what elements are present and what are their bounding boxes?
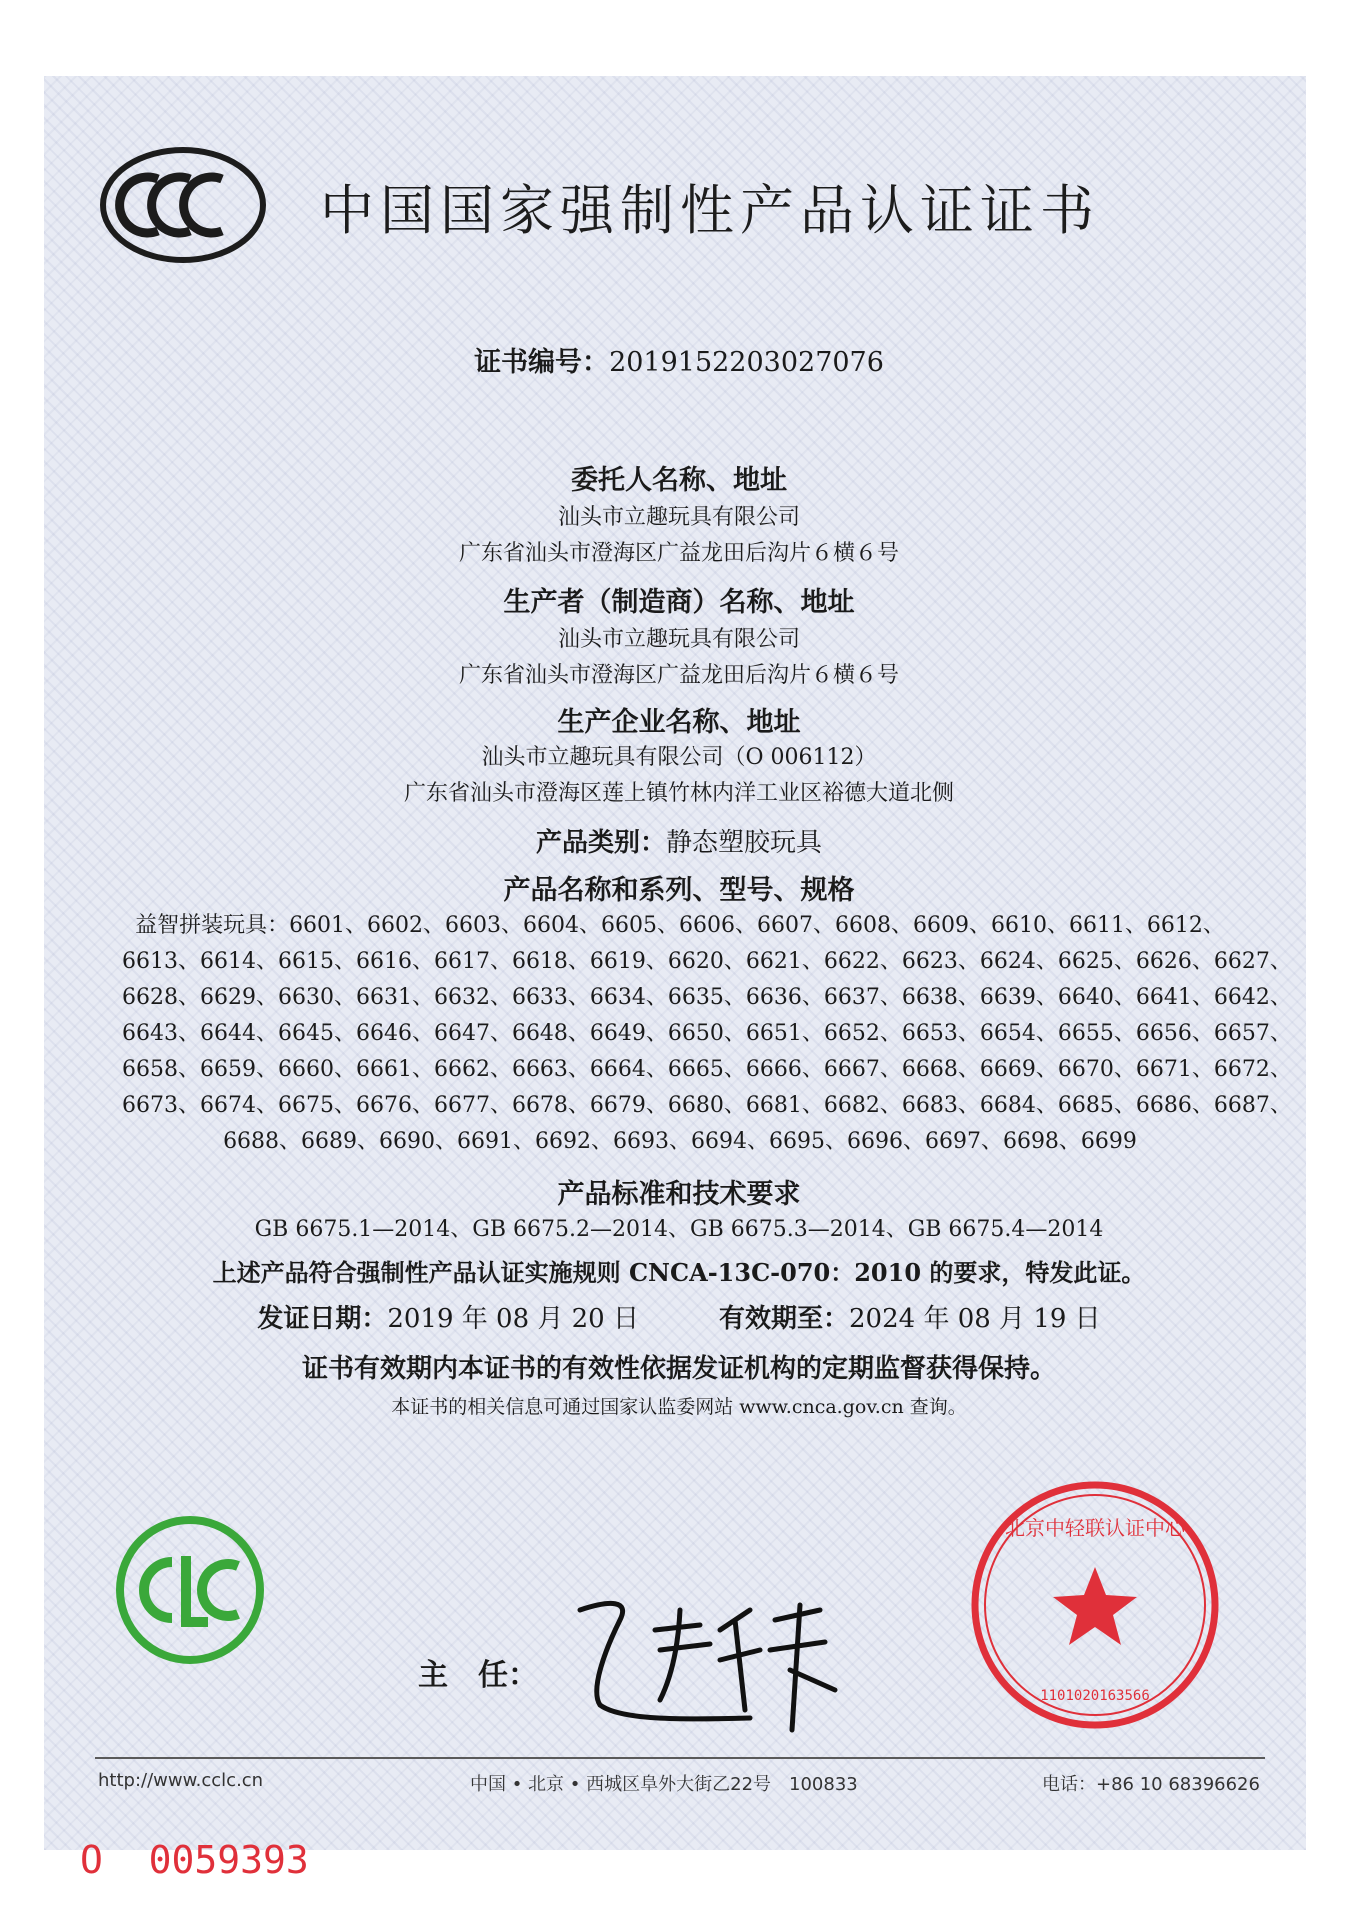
models-line: 6673、6674、6675、6676、6677、6678、6679、6680、6681、6682、6683、6684、6685、6686、6687、	[122, 1093, 1292, 1118]
applicant-name: 汕头市立趣玩具有限公司	[557, 505, 800, 530]
certificate-number: 2019152203027076	[609, 347, 884, 378]
category-value: 静态塑胶玩具	[666, 828, 823, 858]
models-line: 6688、6689、6690、6691、6692、6693、6694、6695、6696、6697、6698、6699	[223, 1129, 1137, 1154]
manufacturer-address: 广东省汕头市澄海区广益龙田后沟片６横６号	[458, 663, 899, 688]
footer-address: 中国 • 北京 • 西城区阜外大街乙22号 100833	[470, 1774, 858, 1795]
expiry-date-label: 有效期至：	[719, 1304, 850, 1334]
serial-value: 0059393	[148, 1838, 309, 1882]
seal-stamp-icon	[965, 1475, 1225, 1735]
clc-logo-icon	[110, 1510, 270, 1670]
standards-heading: 产品标准和技术要求	[557, 1179, 801, 1210]
serial-prefix: O	[80, 1838, 103, 1882]
models-line: 益智拼装玩具：6601、6602、6603、6604、6605、6606、6607、6608、6609、6610、6611、6612、	[135, 913, 1225, 938]
models-heading: 产品名称和系列、型号、规格	[503, 875, 855, 906]
footer-phone: 电话：+86 10 68396626	[1042, 1774, 1260, 1795]
director-label: 主 任：	[418, 1658, 538, 1693]
svg-text:北京中轻联认证中心: 北京中轻联认证中心	[1005, 1516, 1185, 1540]
factory-address: 广东省汕头市澄海区莲上镇竹林内洋工业区裕德大道北侧	[403, 781, 954, 806]
applicant-heading: 委托人名称、地址	[571, 465, 787, 496]
manufacturer-heading: 生产者（制造商）名称、地址	[503, 587, 855, 618]
certificate-number-row	[0, 340, 1358, 379]
certificate-number-label: 证书编号：	[474, 347, 610, 378]
expiry-date-value: 2024 年 08 月 19 日	[849, 1304, 1101, 1334]
svg-text:1101020163566: 1101020163566	[1040, 1688, 1150, 1704]
applicant-address: 广东省汕头市澄海区广益龙田后沟片６横６号	[458, 541, 899, 566]
models-line: 6658、6659、6660、6661、6662、6663、6664、6665、6666、6667、6668、6669、6670、6671、6672、	[122, 1057, 1292, 1082]
factory-heading: 生产企业名称、地址	[557, 707, 801, 738]
standards-value: GB 6675.1—2014、GB 6675.2—2014、GB 6675.3—2014、GB 6675.4—2014	[254, 1217, 1104, 1242]
category-row	[0, 822, 1358, 859]
models-list	[122, 908, 1292, 1160]
certificate-title: 中国国家强制性产品认证证书	[320, 179, 1100, 242]
category-label: 产品类别：	[535, 828, 666, 858]
factory-name: 汕头市立趣玩具有限公司（O 006112）	[481, 745, 877, 770]
dates-row	[0, 1298, 1358, 1335]
models-line: 6613、6614、6615、6616、6617、6618、6619、6620、6621、6622、6623、6624、6625、6626、6627、	[122, 949, 1292, 974]
issue-date-value: 2019 年 08 月 20 日	[387, 1304, 639, 1334]
issue-date-label: 发证日期：	[257, 1304, 388, 1334]
manufacturer-name: 汕头市立趣玩具有限公司	[557, 627, 800, 652]
footer-divider	[95, 1757, 1265, 1759]
info-note: 本证书的相关信息可通过国家认监委网站 www.cnca.gov.cn 查询。	[391, 1396, 967, 1418]
serial-number	[80, 1838, 309, 1882]
models-line: 6628、6629、6630、6631、6632、6633、6634、6635、6636、6637、6638、6639、6640、6641、6642、	[122, 985, 1292, 1010]
ccc-logo-icon	[98, 145, 268, 265]
compliance-statement: 上述产品符合强制性产品认证实施规则 CNCA-13C-070：2010 的要求，特发此证。	[212, 1258, 1146, 1287]
director-signature-icon	[560, 1570, 860, 1740]
footer-website[interactable]: http://www.cclc.cn	[98, 1770, 264, 1791]
validity-note: 证书有效期内本证书的有效性依据发证机构的定期监督获得保持。	[301, 1354, 1056, 1384]
models-line: 6643、6644、6645、6646、6647、6648、6649、6650、6651、6652、6653、6654、6655、6656、6657、	[122, 1021, 1292, 1046]
